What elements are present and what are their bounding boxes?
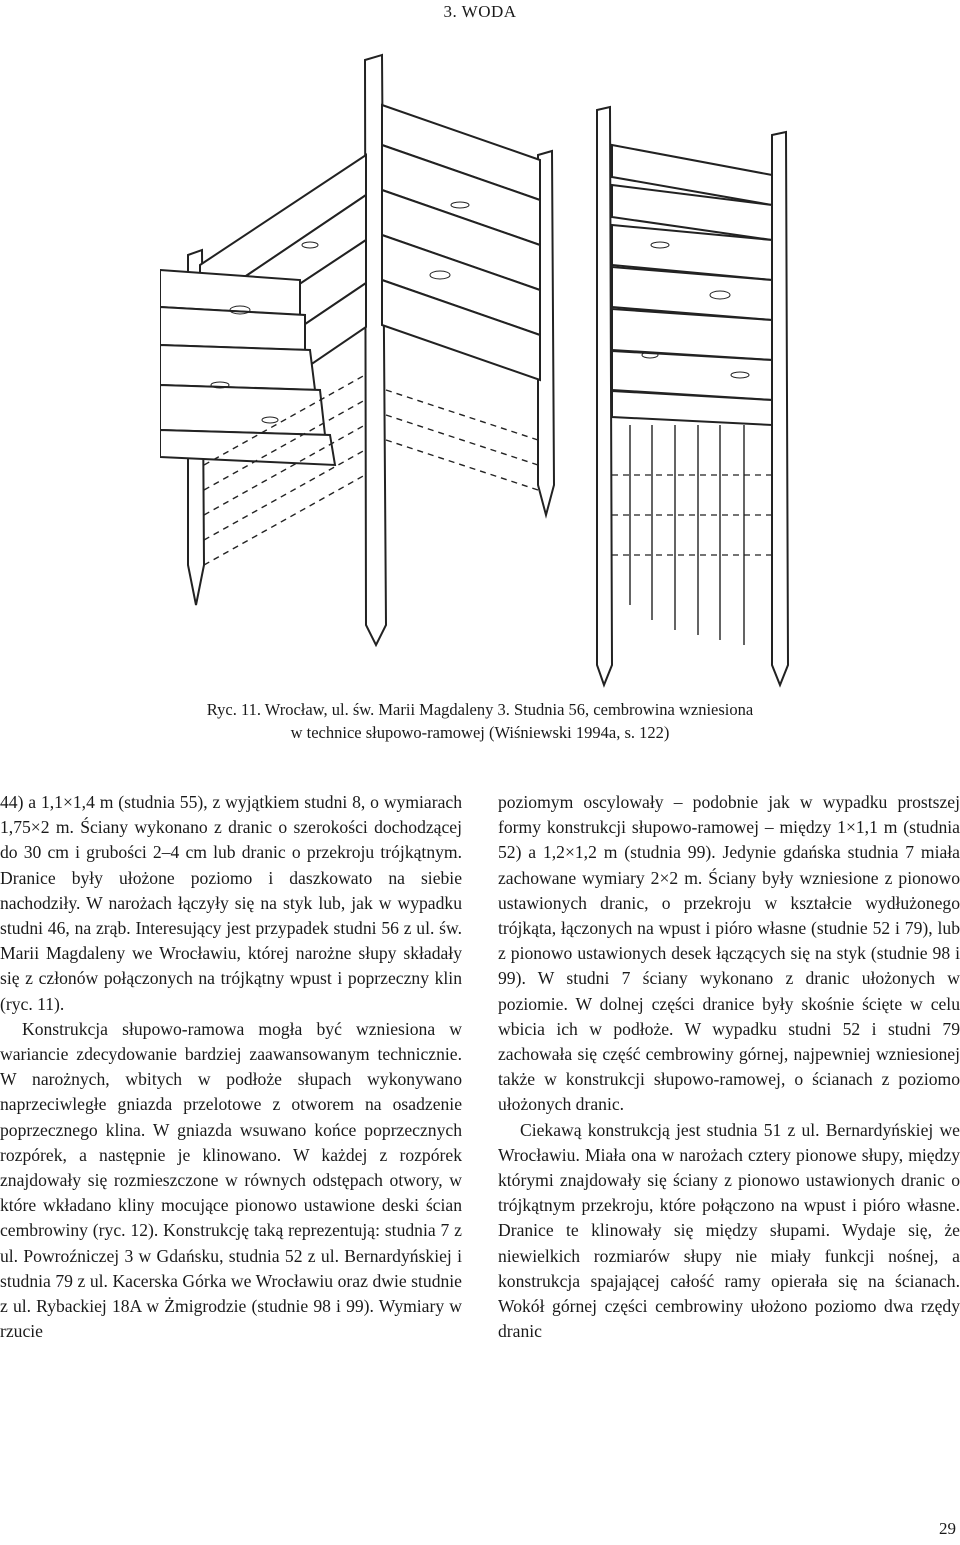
right-paragraph-2: Ciekawą konstrukcją jest studnia 51 z ul. Bernardyńskiej we Wrocławiu. Miała ona w narożach cztery pionowe słupy, między którymi znajdowały się ściany z pionowo ustawionych dranic o trójkątnym przekroju, które połączono na wpust i pióro własne. Dranice te klinowały się między słupami. Wydaje się, że niewielkich rozmiarów słupy nie miały funkcji nośnej, a konstrukcja spajającej całość ramy opierała się na ścianach. Wokół górnej części cembrowiny ułożono poziomo dwa rzędy dranic	[498, 1119, 960, 1342]
running-header: 3. WODA	[443, 2, 517, 21]
left-column	[0, 790, 462, 1344]
page-number: 29	[939, 1519, 956, 1538]
caption-line-2: w technice słupowo-ramowej (Wiśniewski 1994a, s. 122)	[290, 723, 670, 742]
left-well-drawing	[160, 55, 554, 645]
left-paragraph-2: Konstrukcja słupowo-ramowa mogła być wzniesiona w wariancie zdecydowanie bardziej zaawansowanym technicznie. W narożnych, wbitych w podłoże słupach wykonywano naprzeciwległe gniazda przelotowe z otworem na osadzenie poprzecznego klina. W gniazda wsuwano końce poprzecznych rozpórek, a następnie je klinowano. W każdej z rozpórek znajdowały się rozmieszczone w równych odstępach otwory, w które wkładano kliny mocujące pionowo ustawione deski ścian cembrowiny (ryc. 12). Konstrukcję taką reprezentują: studnia 7 z ul. Powroźniczej 3 w Gdańsku, studnia 52 z ul. Bernardyńskiej i studnia 79 z ul. Kacerska Górka we Wrocławiu oraz dwie studnie z ul. Rybackiej 18A w Żmigrodzie (studnie 98 i 99). Wymiary w rzucie	[0, 1018, 462, 1342]
left-paragraph-1: 44) a 1,1×1,4 m (studnia 55), z wyjątkiem studni 8, o wymiarach 1,75×2 m. Ściany wykonano z dranic o szerokości dochodzącej do 30 cm i grubości 2–4 cm lub dranic o przekroju trójkątnym. Dranice były ułożone poziomo i daszkowato na siebie nachodziły. W narożach łączyły się na styk lub, jak w wypadku studni 46, na zrąb. Interesujący jest przypadek studni 56 z ul. św. Marii Magdaleny we Wrocławiu, której narożne słupy składały się z członów połączonych na trójkątny wpust i poprzeczny klin (ryc. 11).	[0, 792, 462, 1014]
right-well-drawing	[597, 107, 788, 685]
caption-line-1: Ryc. 11. Wrocław, ul. św. Marii Magdaleny 3. Studnia 56, cembrowina wzniesiona	[206, 700, 754, 719]
figure-caption	[90, 698, 870, 744]
right-paragraph-1: poziomym oscylowały – podobnie jak w wypadku prostszej formy konstrukcji słupowo-ramowej – między 1×1,1 m (studnia 52) a 1,2×1,2 m (studnia 99). Jedynie gdańska studnia 7 miała zachowane wymiary 2×2 m. Ściany były wzniesione z pionowo ustawionych dranic, o przekroju w kształcie wydłużonego trójkąta, łączonych na wpust i pióro własne (studnie 52 i 79), lub z pionowo ustawionych desek łączących się na styk (studnie 98 i 99). W studni 7 ściany wykonano z dranic ułożonych w poziomie. W dolnej części dranice były skośnie ścięte w celu wbicia ich w podłoże. W wypadku studni 52 i studni 79 zachowała się część cembrowiny górnej, najpewniej wzniesionej także w konstrukcji słupowo-ramowej, o ścianach z poziomo ułożonych dranic.	[498, 792, 960, 1115]
right-column	[498, 790, 960, 1344]
well-illustration	[160, 45, 960, 690]
